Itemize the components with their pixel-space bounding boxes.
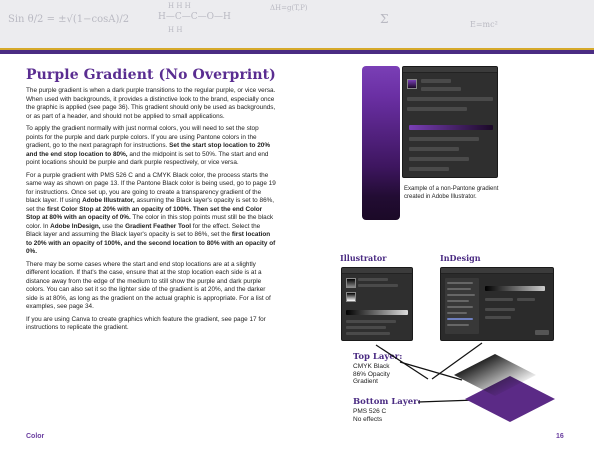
header-doodle: Sin θ/2 = ±√(1−cosA)/2 [8,14,130,25]
bottom-layer-title: Bottom Layer: [353,397,421,407]
header-doodle: H H H [168,2,191,10]
footer-section-name: Color [26,433,45,440]
illustrator-heading: Illustrator [340,253,387,263]
header-doodle: Σ [380,12,389,26]
top-layer-details: CMYK Black 86% Opacity Gradient [353,363,390,385]
top-layer-title: Top Layer: [353,352,403,362]
bottom-layer-details: PMS 526 C No effects [353,408,387,423]
figure-caption: Example of a non-Pantone gradient created in Adobe Illustrator. [404,186,499,200]
header-doodle: E=mc² [470,20,498,29]
indesign-heading: InDesign [440,253,481,263]
paragraph-locations: There may be some cases where the start and end stop locations are at a slightly different location. If that's the case, ensure that at the stop location each side is at a distance away from the edge of the medium to still show the purple and dark purple colors. You can also set it so the lighter side of the gradient is at 20%, and the darker side is at 80%, as long as the gradient on the actual graphic is appropriate. For a list of examples, see page 34. [26,260,271,310]
pointer-line-bottom-layer [418,400,476,402]
paragraph-pantone: For a purple gradient with PMS 526 C and a CMYK Black color, the process starts the same way as shown on page 13. If the Pantone Black color is being used, go to page 19 for instructions. Once set up, you are going to create a transparency gradient of the black layer. If using Adobe Illustrator, assuming the Black layer's opacity is set to 86%, set the first Color Stop at 20% with an opacity of 100%. Then set the end Color Stop at 80% with an opacity of 0%. The color in this stop points must still be the black color. In Adobe InDesign, use the Gradient Feather Tool for the effect. Select the Black layer and assuming the Black layer's opacity is set to 86%, set the first location to 20% with an opacity of 100%, and the second location to 80% with an opacity of 0%. [26,171,276,255]
paragraph-stops: To apply the gradient normally with just normal colors, you will need to set the stop points for the purple and dark purple colors. If you are using Pantone colors in the gradient, go to the next paragraph for instructions. Set the start stop location to 20% and the end stop location to 80%, and the midpoint is set to 50%. The start and end point locations should be purple and dark purple respectively, or vice versa. [26,125,271,166]
paragraph-canva: If you are using Canva to create graphics which feature the gradient, see page 17 for instructions to replicate the gradient. [26,315,266,331]
header-doodle: H H [168,26,183,34]
footer-page-number: 16 [556,433,564,440]
paragraph-intro: The purple gradient is when a dark purple transitions to the regular purple, or vice versa. When used with backgrounds, it provides a distinctive look to the brand, especially once the graphic is applied (see page 36). This gradient should only be used as backgrounds, or as part of a header, and should not be applied to small applications. [26,87,276,120]
header-doodle: ΔH=g(T,P) [270,4,308,12]
page-title: Purple Gradient (No Overprint) [26,67,276,83]
header-doodle: H—C—C—O—H [158,12,231,22]
